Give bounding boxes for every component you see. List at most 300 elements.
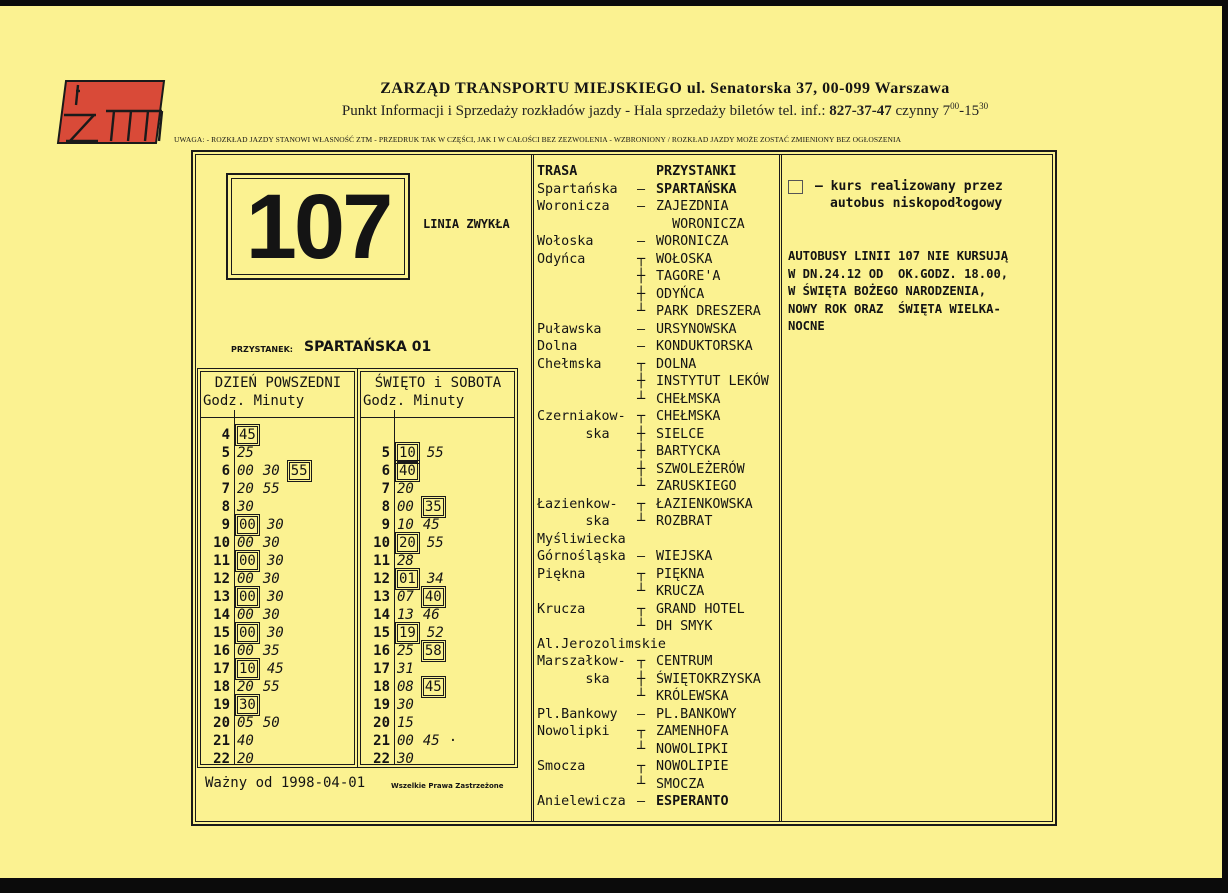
- minute-value: 30: [266, 589, 284, 605]
- table-row: [202, 498, 254, 516]
- minute-value: 00: [237, 571, 254, 587]
- route-row: [537, 496, 780, 514]
- low-floor-minute: 58: [424, 643, 442, 659]
- legend-line: autobus niskopodłogowy: [830, 196, 1003, 211]
- route-row: [537, 198, 780, 216]
- weekday-subtitle: Godz. Minuty: [203, 393, 305, 409]
- low-floor-minute: 55: [290, 463, 308, 479]
- route-stop: SIELCE: [656, 426, 705, 442]
- route-stop: PARK DRESZERA: [656, 304, 761, 319]
- route-street: Odyńca: [537, 251, 586, 267]
- route-connector: –: [636, 234, 646, 249]
- minute-list: [397, 678, 453, 696]
- table-row: [202, 750, 254, 768]
- minute-value: 55: [426, 535, 444, 551]
- hour-value: 11: [373, 553, 390, 569]
- route-connector: –: [636, 181, 646, 197]
- route-row: [537, 216, 780, 234]
- hour-value: 19: [213, 697, 230, 713]
- holiday-subtitle: Godz. Minuty: [363, 393, 465, 409]
- hour-value: 20: [373, 715, 390, 731]
- low-floor-minute: 45: [239, 427, 256, 443]
- route-street: ska: [537, 426, 610, 442]
- route-stop: NOWOLIPIE: [656, 759, 729, 774]
- route-street: Wołoska: [537, 234, 594, 249]
- route-stop: PL.BANKOWY: [656, 706, 737, 722]
- route-row: [537, 286, 780, 304]
- route-row: [537, 443, 780, 461]
- route-connector: –: [636, 321, 646, 337]
- route-stop: KONDUKTORSKA: [656, 339, 753, 354]
- route-street: Czerniakow-: [537, 409, 626, 424]
- line-number-box: [226, 173, 410, 280]
- route-header-stops: PRZYSTANKI: [656, 164, 737, 179]
- route-row: [537, 391, 780, 409]
- low-floor-minute: 45: [424, 679, 442, 695]
- table-row: [202, 624, 284, 642]
- weekday-title: DZIEŃ POWSZEDNI: [214, 375, 342, 391]
- org-header: [175, 80, 1155, 120]
- table-row: [202, 642, 280, 660]
- route-connector: ┬: [636, 601, 646, 617]
- hour-value: 12: [373, 571, 390, 587]
- route-row: [537, 233, 780, 251]
- table-row: [202, 732, 254, 750]
- route-stop: SZWOLEŻERÓW: [656, 461, 745, 477]
- route-row: [537, 793, 780, 811]
- minute-value: 25: [397, 643, 414, 659]
- route-stop: NOWOLIPKI: [656, 741, 729, 757]
- minute-value: 45: [266, 661, 284, 677]
- route-connector: ┼: [636, 286, 646, 302]
- route-connector: ┼: [636, 671, 646, 687]
- legend-text: [815, 178, 1003, 212]
- table-row: [202, 696, 256, 714]
- route-stop: CHEŁMSKA: [656, 409, 721, 424]
- route-stop: ŚWIĘTOKRZYSKA: [656, 671, 761, 687]
- hour-value: 19: [373, 697, 390, 713]
- route-street: ska: [537, 671, 610, 687]
- line-type: LINIA ZWYKŁA: [423, 217, 510, 231]
- route-street: Spartańska: [537, 181, 618, 197]
- route-stop: ESPERANTO: [656, 794, 729, 809]
- low-floor-minute: 01: [399, 571, 416, 587]
- route-connector: ┬: [636, 654, 646, 669]
- minute-value: 00: [237, 607, 254, 623]
- route-stop: SPARTAŃSKA: [656, 181, 737, 197]
- route-connector: ┴: [636, 479, 646, 494]
- minute-list: [237, 642, 289, 660]
- route-stop: WIEJSKA: [656, 549, 713, 564]
- route-connector: –: [636, 199, 646, 214]
- route-connector: ┴: [636, 776, 646, 792]
- route-connector: –: [636, 706, 646, 722]
- holiday-notice: AUTOBUSY LINII 107 NIE KURSUJĄ W DN.24.12 OD OK.GODZ. 18.00, W ŚWIĘTA BOŻEGO NARODZENIA, NOWY ROK ORAZ ŚWIĘTA WIELKA- NOCNE: [788, 249, 1009, 333]
- route-stop: GRAND HOTEL: [656, 601, 745, 617]
- minute-value: 20: [237, 481, 254, 497]
- minute-list: [397, 444, 453, 462]
- minute-list: [397, 462, 427, 480]
- minute-value: 55: [262, 481, 280, 497]
- minute-value: 45: [422, 733, 440, 749]
- hour-value: 18: [373, 679, 390, 695]
- table-row: [362, 642, 442, 660]
- hour-value: 9: [381, 517, 390, 533]
- ztm-logo-icon: [56, 77, 166, 145]
- route-street: Nowolipki: [537, 724, 610, 739]
- header-rule: [200, 417, 355, 418]
- minute-value: 30: [397, 697, 414, 713]
- minute-value: 30: [262, 607, 280, 623]
- hour-value: 5: [221, 445, 230, 461]
- minute-list: [237, 570, 289, 588]
- route-header-street: TRASA: [537, 164, 578, 179]
- route-row: [537, 426, 780, 444]
- table-row: [202, 606, 280, 624]
- route-row: [537, 583, 780, 601]
- table-row: [362, 606, 440, 624]
- hour-divider: [234, 410, 235, 765]
- table-row: [202, 480, 280, 498]
- table-row: [202, 678, 280, 696]
- route-stop: PIĘKNA: [656, 566, 705, 582]
- route-header: [537, 163, 780, 181]
- route-row: [537, 408, 780, 426]
- minute-list: [237, 498, 263, 516]
- minute-list: [397, 732, 466, 750]
- hour-value: 16: [373, 643, 390, 659]
- route-stop: BARTYCKA: [656, 444, 721, 459]
- route-connector: ┴: [636, 514, 646, 529]
- hour-value: 10: [213, 535, 230, 551]
- minute-list: [397, 642, 453, 660]
- low-floor-minute: 00: [239, 625, 256, 641]
- route-row: [537, 338, 780, 356]
- minute-value: 00: [397, 499, 414, 515]
- minute-value: 50: [262, 715, 280, 731]
- minute-value: 35: [262, 643, 280, 659]
- hour-value: 15: [373, 625, 390, 641]
- route-stop: INSTYTUT LEKÓW: [656, 374, 769, 389]
- hour-value: 21: [213, 733, 230, 749]
- column-divider: [781, 154, 782, 822]
- route-row: [537, 303, 780, 321]
- route-stop: WORONICZA: [656, 216, 745, 232]
- info-phone: 827-37-47: [829, 103, 892, 119]
- route-row: [537, 758, 780, 776]
- minute-value: 10: [397, 517, 414, 533]
- minute-list: [397, 660, 423, 678]
- minute-list: [397, 516, 449, 534]
- route-connector: ┬: [636, 724, 646, 739]
- info-hours: czynny 7: [891, 103, 951, 119]
- route-row: [537, 741, 780, 759]
- route-stop: WOŁOSKA: [656, 251, 713, 267]
- table-row: [202, 462, 308, 480]
- minute-list: [237, 660, 293, 678]
- table-row: [202, 552, 284, 570]
- route-connector: ┴: [636, 584, 646, 599]
- minute-value: 00: [397, 733, 414, 749]
- hour-value: 16: [213, 643, 230, 659]
- low-floor-minute: 40: [399, 463, 416, 479]
- table-row: [202, 444, 254, 462]
- route-stop: ŁAZIENKOWSKA: [656, 496, 753, 512]
- route-row: [537, 251, 780, 269]
- hour-value: 8: [381, 499, 390, 515]
- minute-value: 30: [266, 625, 284, 641]
- minute-value: 20: [237, 751, 254, 767]
- route-row: [537, 531, 780, 549]
- route-stop: ROZBRAT: [656, 514, 713, 529]
- minute-list: [237, 444, 263, 462]
- table-row: [362, 444, 444, 462]
- minute-list: [397, 588, 453, 606]
- route-stop: ZAJEZDNIA: [656, 199, 729, 214]
- table-row: [202, 714, 280, 732]
- route-connector: ┴: [636, 689, 646, 704]
- route-street: Piękna: [537, 566, 586, 582]
- hour-value: 10: [373, 535, 390, 551]
- route-stop: TAGORE'A: [656, 269, 721, 284]
- low-floor-minute: 00: [239, 553, 256, 569]
- minute-value: ·: [448, 733, 458, 749]
- route-row: [537, 601, 780, 619]
- line-number: 107: [245, 176, 391, 278]
- hour-value: 11: [213, 553, 230, 569]
- route-street: Marszałkow-: [537, 654, 626, 669]
- minute-value: 30: [262, 571, 280, 587]
- table-row: [362, 552, 414, 570]
- route-street: Chełmska: [537, 356, 602, 372]
- route-stop: SMOCZA: [656, 776, 705, 792]
- holiday-title: ŚWIĘTO i SOBOTA: [374, 375, 502, 391]
- route-row: [537, 618, 780, 636]
- header-rule: [360, 417, 515, 418]
- table-row: [362, 462, 416, 480]
- stop-label: PRZYSTANEK:: [231, 345, 293, 354]
- low-floor-minute: 20: [399, 535, 416, 551]
- route-connector: ┼: [636, 269, 646, 284]
- route-street: Myśliwiecka: [537, 531, 626, 547]
- route-row: [537, 548, 780, 566]
- minute-list: [397, 606, 449, 624]
- info-hours-mid: -15: [959, 103, 980, 119]
- hour-value: 15: [213, 625, 230, 641]
- minute-value: 00: [237, 535, 254, 551]
- minute-value: 28: [397, 553, 414, 569]
- minute-value: 20: [397, 481, 414, 497]
- route-connector: ┼: [636, 444, 646, 459]
- table-row: [362, 732, 458, 750]
- hour-value: 6: [221, 463, 230, 479]
- table-row: [362, 534, 444, 552]
- table-row: [362, 678, 442, 696]
- route-stop: DH SMYK: [656, 619, 713, 634]
- minute-value: 34: [426, 571, 444, 587]
- route-row: [537, 723, 780, 741]
- minute-value: 31: [397, 661, 414, 677]
- route-connector: ┬: [636, 759, 646, 774]
- hour-value: 5: [381, 445, 390, 461]
- minute-value: 05: [237, 715, 254, 731]
- minute-value: 46: [422, 607, 440, 623]
- hour-value: 18: [213, 679, 230, 695]
- route-connector: ┼: [636, 461, 646, 477]
- hour-divider: [394, 410, 395, 765]
- table-row: [202, 534, 280, 552]
- column-divider: [533, 154, 534, 822]
- minute-value: 25: [237, 445, 254, 461]
- route-street: Łazienkow-: [537, 496, 618, 512]
- minute-value: 00: [237, 643, 254, 659]
- low-floor-minute: 10: [399, 445, 416, 461]
- route-street: Woronicza: [537, 199, 610, 214]
- route-row: [537, 321, 780, 339]
- table-row: [202, 426, 256, 444]
- minute-list: [237, 678, 289, 696]
- route-row: [537, 671, 780, 689]
- minute-value: 30: [237, 499, 254, 515]
- route-connector: ┴: [636, 391, 646, 407]
- route-stop: ODYŃCA: [656, 286, 705, 302]
- info-line: [175, 101, 1155, 120]
- minute-value: 30: [266, 553, 284, 569]
- route-connector: ┬: [636, 251, 646, 267]
- route-street: Górnośląska: [537, 549, 626, 564]
- route-stop: KRUCZA: [656, 584, 705, 599]
- table-row: [202, 588, 284, 606]
- legend-line: – kurs realizowany przez: [815, 179, 1003, 194]
- low-floor-minute: 30: [239, 697, 256, 713]
- minute-value: 55: [426, 445, 444, 461]
- minute-list: [237, 426, 267, 444]
- hour-value: 17: [373, 661, 390, 677]
- low-floor-minute: 10: [239, 661, 256, 677]
- minute-list: [397, 552, 423, 570]
- hour-value: 4: [221, 427, 230, 443]
- hour-value: 7: [221, 481, 230, 497]
- route-street: Dolna: [537, 339, 578, 354]
- minute-list: [237, 624, 293, 642]
- hour-value: 14: [213, 607, 230, 623]
- route-connector: ┬: [636, 566, 646, 582]
- route-connector: ┴: [636, 304, 646, 319]
- route-stop: URSYNOWSKA: [656, 321, 737, 337]
- route-street: Krucza: [537, 601, 586, 617]
- route-connector: –: [636, 794, 646, 809]
- hour-value: 17: [213, 661, 230, 677]
- route-connector: ┼: [636, 374, 646, 389]
- route-row: [537, 688, 780, 706]
- minute-value: 55: [262, 679, 280, 695]
- hour-value: 20: [213, 715, 230, 731]
- minute-list: [237, 606, 289, 624]
- hour-value: 22: [213, 751, 230, 767]
- hour-value: 21: [373, 733, 390, 749]
- minute-value: 30: [262, 535, 280, 551]
- minute-list: [237, 714, 289, 732]
- minute-list: [237, 588, 293, 606]
- table-row: [362, 588, 442, 606]
- route-row: [537, 636, 780, 654]
- table-row: [362, 696, 414, 714]
- table-row: [362, 570, 444, 588]
- minute-value: 52: [426, 625, 444, 641]
- table-row: [362, 660, 414, 678]
- minute-list: [237, 534, 289, 552]
- route-stop: CENTRUM: [656, 654, 713, 669]
- hour-value: 7: [381, 481, 390, 497]
- minute-list: [237, 462, 319, 480]
- minute-value: 20: [237, 679, 254, 695]
- table-row: [362, 516, 440, 534]
- route-connector: ┼: [636, 426, 646, 442]
- route-row: [537, 566, 780, 584]
- route-row: [537, 513, 780, 531]
- route-connector: ┬: [636, 356, 646, 372]
- column-divider: [531, 154, 532, 822]
- route-stop: DOLNA: [656, 356, 697, 372]
- route-connector: –: [636, 339, 646, 354]
- route-stop: ZARUSKIEGO: [656, 479, 737, 494]
- route-stop: KRÓLEWSKA: [656, 689, 729, 704]
- minute-value: 45: [422, 517, 440, 533]
- minute-list: [397, 624, 453, 642]
- holiday-header: [363, 374, 513, 410]
- minute-list: [237, 516, 293, 534]
- route-street: Puławska: [537, 321, 602, 337]
- route-connector: ┴: [636, 741, 646, 757]
- hour-value: 13: [213, 589, 230, 605]
- minute-list: [237, 732, 263, 750]
- route-row: [537, 268, 780, 286]
- valid-from: Ważny od 1998-04-01: [205, 775, 366, 791]
- minute-list: [397, 498, 453, 516]
- info-hours-sup: 00: [950, 101, 960, 111]
- low-floor-box-icon: [788, 180, 803, 194]
- minute-list: [397, 714, 423, 732]
- rights-reserved: Wszelkie Prawa Zastrzeżone: [391, 782, 504, 790]
- low-floor-minute: 19: [399, 625, 416, 641]
- hour-value: 9: [221, 517, 230, 533]
- minute-list: [397, 534, 453, 552]
- minute-value: 30: [266, 517, 284, 533]
- weekday-header: [203, 374, 353, 410]
- route-street: Anielewicza: [537, 794, 626, 809]
- org-line: ZARZĄD TRANSPORTU MIEJSKIEGO ul. Senatorska 37, 00-099 Warszawa: [380, 80, 950, 97]
- route-row: [537, 373, 780, 391]
- table-row: [362, 750, 414, 768]
- route-stop: CHEŁMSKA: [656, 391, 721, 407]
- table-row: [362, 480, 414, 498]
- route-stop: ZAMENHOFA: [656, 724, 729, 739]
- low-floor-minute: 00: [239, 517, 256, 533]
- route-street: ska: [537, 514, 610, 529]
- route-row: [537, 181, 780, 199]
- minute-value: 30: [397, 751, 414, 767]
- minute-list: [237, 696, 267, 714]
- minute-list: [237, 480, 289, 498]
- table-row: [202, 570, 280, 588]
- minute-list: [237, 552, 293, 570]
- hour-value: 12: [213, 571, 230, 587]
- route-street: Al.Jerozolimskie: [537, 636, 666, 652]
- route-row: [537, 461, 780, 479]
- route-row: [537, 356, 780, 374]
- stop-name: SPARTAŃSKA 01: [304, 339, 432, 355]
- table-row: [362, 714, 414, 732]
